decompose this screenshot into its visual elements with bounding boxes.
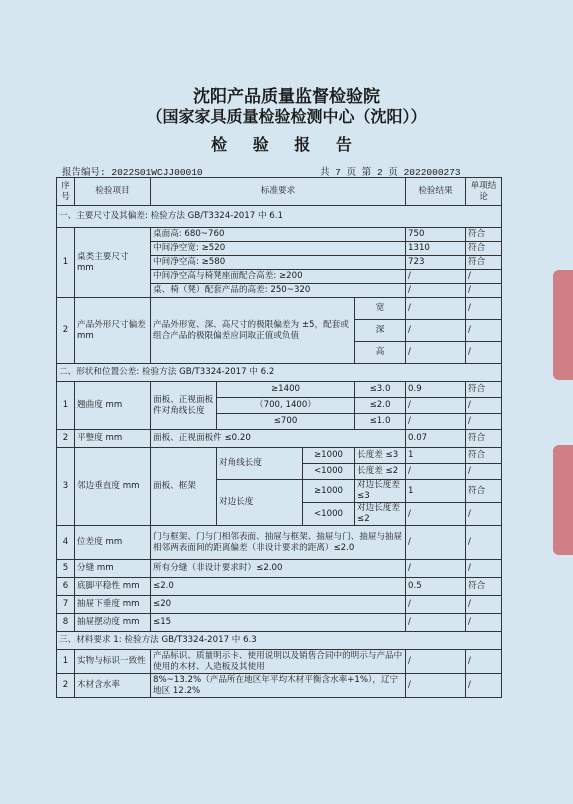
result: / bbox=[406, 398, 466, 414]
row-seq: 6 bbox=[57, 578, 75, 596]
seal-stamp-edge bbox=[553, 270, 573, 380]
verdict: / bbox=[466, 503, 502, 526]
row-seq: 7 bbox=[57, 596, 75, 614]
side-label: 对边长度 bbox=[217, 480, 303, 526]
result: 1310 bbox=[406, 242, 466, 256]
verdict: / bbox=[466, 320, 502, 342]
tolerance: ≤3.0 bbox=[355, 382, 406, 398]
section-title: 三、材料要求 1: 检验方法 GB/T3324-2017 中 6.3 bbox=[57, 632, 502, 650]
row-seq: 1 bbox=[57, 228, 75, 298]
req: 面板、框架 bbox=[151, 448, 217, 526]
req: 桌、椅（凳）配套产品的高差: 250~320 bbox=[151, 284, 406, 298]
row-seq: 8 bbox=[57, 614, 75, 632]
row-seq: 3 bbox=[57, 448, 75, 526]
result: 0.07 bbox=[406, 430, 466, 448]
diag-label: 对角线长度 bbox=[217, 448, 303, 480]
verdict: 符合 bbox=[466, 578, 502, 596]
inspection-table bbox=[56, 177, 502, 698]
req: ≤15 bbox=[151, 614, 406, 632]
dim-height: 高 bbox=[355, 342, 406, 364]
verdict: 符合 bbox=[466, 480, 502, 503]
tolerance: 长度差 ≤3 bbox=[355, 448, 406, 464]
seal-stamp-edge bbox=[553, 445, 573, 555]
row-seq: 4 bbox=[57, 526, 75, 560]
verdict: / bbox=[466, 526, 502, 560]
req: 所有分缝（非设计要求时）≤2.00 bbox=[151, 560, 406, 578]
col-result: 检验结果 bbox=[406, 178, 466, 206]
section-title: 一、主要尺寸及其偏差: 检验方法 GB/T3324-2017 中 6.1 bbox=[57, 206, 502, 228]
verdict: / bbox=[466, 560, 502, 578]
tolerance: 长度差 ≤2 bbox=[355, 464, 406, 480]
verdict: / bbox=[466, 298, 502, 320]
row-seq: 2 bbox=[57, 298, 75, 364]
verdict: / bbox=[466, 270, 502, 284]
row-item: 桌类主要尺寸 mm bbox=[75, 228, 151, 298]
dim-depth: 深 bbox=[355, 320, 406, 342]
table-header bbox=[57, 178, 502, 206]
result: 723 bbox=[406, 256, 466, 270]
org-subname: （国家家具质量检验检测中心（沈阳）） bbox=[146, 107, 427, 126]
row-seq: 5 bbox=[57, 560, 75, 578]
tolerance: 对边长度差 ≤2 bbox=[355, 503, 406, 526]
row-seq: 1 bbox=[57, 650, 75, 674]
verdict: 符合 bbox=[466, 430, 502, 448]
range: （700, 1400） bbox=[217, 398, 355, 414]
req: 产品标识、质量明示卡、使用说明以及销售合同中的明示与产品中使用的木材、人造板及其使用 bbox=[151, 650, 406, 674]
verdict: / bbox=[466, 650, 502, 674]
req: 中间净空高: ≥580 bbox=[151, 256, 406, 270]
result: / bbox=[406, 596, 466, 614]
verdict: 符合 bbox=[466, 242, 502, 256]
report-number: 报告编号: 2022S01WCJJ00010 bbox=[62, 167, 203, 178]
range: ≤700 bbox=[217, 414, 355, 430]
verdict: / bbox=[466, 596, 502, 614]
verdict: / bbox=[466, 398, 502, 414]
req: 中间净空宽: ≥520 bbox=[151, 242, 406, 256]
result: 1 bbox=[406, 448, 466, 464]
row-item: 分缝 mm bbox=[75, 560, 151, 578]
result: / bbox=[406, 560, 466, 578]
row-item: 底脚平稳性 mm bbox=[75, 578, 151, 596]
row-seq: 2 bbox=[57, 430, 75, 448]
row-item: 邻边垂直度 mm bbox=[75, 448, 151, 526]
req: 产品外形宽、深、高尺寸的极限偏差为 ±5，配套或组合产品的极限偏差应同取正值或负值 bbox=[151, 298, 355, 364]
tolerance: 对边长度差 ≤3 bbox=[355, 480, 406, 503]
col-req: 标准要求 bbox=[151, 178, 406, 206]
dim-width: 宽 bbox=[355, 298, 406, 320]
verdict: / bbox=[466, 674, 502, 698]
verdict: / bbox=[466, 414, 502, 430]
req: ≤2.0 bbox=[151, 578, 406, 596]
range: ≥1000 bbox=[303, 448, 355, 464]
section-title: 二、形状和位置公差: 检验方法 GB/T3324-2017 中 6.2 bbox=[57, 364, 502, 382]
req: 8%~13.2%（产品所在地区年平均木材平衡含水率+1%），辽宁地区 12.2% bbox=[151, 674, 406, 698]
req: 面板、正视面板件 ≤0.20 bbox=[151, 430, 406, 448]
verdict: / bbox=[466, 614, 502, 632]
row-item: 木材含水率 bbox=[75, 674, 151, 698]
row-item: 抽屉摆动度 mm bbox=[75, 614, 151, 632]
result: / bbox=[406, 650, 466, 674]
result: / bbox=[406, 526, 466, 560]
col-item: 检验项目 bbox=[75, 178, 151, 206]
result: / bbox=[406, 320, 466, 342]
verdict: / bbox=[466, 464, 502, 480]
result: / bbox=[406, 270, 466, 284]
result: / bbox=[406, 464, 466, 480]
result: 750 bbox=[406, 228, 466, 242]
report-title: 检 验 报 告 bbox=[211, 135, 362, 154]
result: 1 bbox=[406, 480, 466, 503]
range: ≥1400 bbox=[217, 382, 355, 398]
result: / bbox=[406, 298, 466, 320]
tolerance: ≤1.0 bbox=[355, 414, 406, 430]
verdict: 符合 bbox=[466, 228, 502, 242]
result: / bbox=[406, 503, 466, 526]
row-item: 翘曲度 mm bbox=[75, 382, 151, 430]
verdict: / bbox=[466, 284, 502, 298]
row-item: 实物与标识一致性 bbox=[75, 650, 151, 674]
result: 0.5 bbox=[406, 578, 466, 596]
col-seq: 序号 bbox=[57, 178, 75, 206]
result: / bbox=[406, 414, 466, 430]
row-item: 抽屉下垂度 mm bbox=[75, 596, 151, 614]
req: 门与框架、门与门相邻表面、抽屉与框架、抽屉与门、抽屉与抽屉相邻两表面间的距离偏差（非设计要求的距离）≤2.0 bbox=[151, 526, 406, 560]
verdict: 符合 bbox=[466, 382, 502, 398]
verdict: / bbox=[466, 342, 502, 364]
range: ≥1000 bbox=[303, 480, 355, 503]
page-info: 共 7 页 第 2 页 2022000273 bbox=[320, 167, 461, 178]
org-name: 沈阳产品质量监督检验院 bbox=[193, 87, 380, 107]
row-seq: 1 bbox=[57, 382, 75, 430]
req: 桌面高: 680~760 bbox=[151, 228, 406, 242]
col-verdict: 单项结论 bbox=[466, 178, 502, 206]
verdict: 符合 bbox=[466, 256, 502, 270]
tolerance: ≤2.0 bbox=[355, 398, 406, 414]
req: 中间净空高与椅凳座面配合高差: ≥200 bbox=[151, 270, 406, 284]
result: 0.9 bbox=[406, 382, 466, 398]
req: 面板、正视面板件对角线长度 bbox=[151, 382, 217, 430]
row-item: 位差度 mm bbox=[75, 526, 151, 560]
result: / bbox=[406, 284, 466, 298]
range: <1000 bbox=[303, 503, 355, 526]
result: / bbox=[406, 674, 466, 698]
row-item: 平整度 mm bbox=[75, 430, 151, 448]
row-item: 产品外形尺寸偏差 mm bbox=[75, 298, 151, 364]
result: / bbox=[406, 342, 466, 364]
row-seq: 2 bbox=[57, 674, 75, 698]
verdict: 符合 bbox=[466, 448, 502, 464]
result: / bbox=[406, 614, 466, 632]
range: <1000 bbox=[303, 464, 355, 480]
req: ≤20 bbox=[151, 596, 406, 614]
